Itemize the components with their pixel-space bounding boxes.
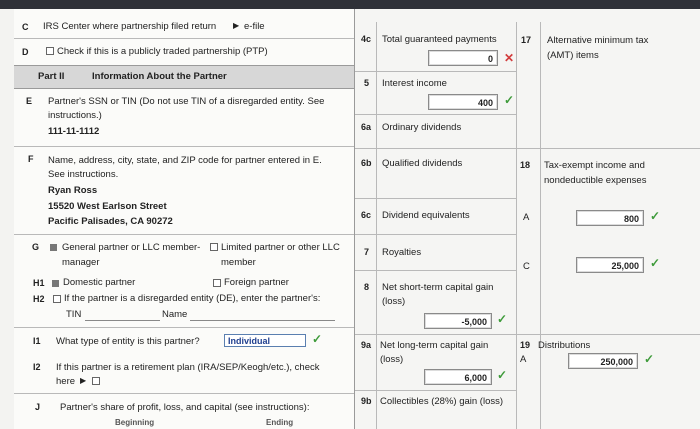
divider — [355, 114, 517, 115]
foreign-partner-label: Foreign partner — [224, 277, 289, 288]
divider — [355, 270, 517, 271]
partner-ssn-value[interactable]: 111-11-1112 — [48, 126, 100, 137]
row-h2-num: H2 — [33, 294, 45, 304]
line-5-label: Interest income — [382, 78, 447, 89]
checked-box-icon — [50, 244, 57, 251]
row-g-letter: G — [32, 242, 40, 252]
row-j-text: Partner's share of profit, loss, and capital (see instructions): — [60, 402, 310, 413]
checkbox-icon — [46, 47, 54, 55]
row-i1-text: What type of entity is this partner? — [56, 336, 200, 347]
row-i2-line2: here — [56, 376, 76, 387]
line-8-num: 8 — [364, 282, 370, 292]
row-i1-num: I1 — [33, 336, 41, 346]
line-8-line1: Net short-term capital gain — [382, 282, 494, 293]
general-partner-label-1: General partner or LLC member- — [62, 242, 201, 253]
line-6b-label: Qualified dividends — [382, 158, 463, 169]
column-divider — [540, 22, 541, 429]
line-9a-num: 9a — [361, 340, 372, 350]
line-7-num: 7 — [364, 247, 370, 257]
divider — [517, 148, 700, 149]
domestic-partner-checkbox[interactable] — [52, 278, 62, 289]
part-ii-title: Information About the Partner — [92, 71, 227, 82]
line-18-line1: Tax-exempt income and — [544, 160, 645, 171]
line-8-line2: (loss) — [382, 296, 406, 307]
line-6a-label: Ordinary dividends — [382, 122, 462, 133]
line-9a-line1: Net long-term capital gain — [380, 340, 489, 351]
check-icon: ✓ — [650, 209, 661, 223]
line-5-input[interactable]: 400 — [428, 94, 498, 110]
check-icon: ✓ — [312, 332, 323, 346]
entity-type-select[interactable]: Individual — [224, 334, 306, 347]
general-partner-checkbox[interactable] — [50, 242, 60, 253]
row-e-line1: Partner's SSN or TIN (Do not use TIN of a disregarded entity. See — [48, 96, 325, 107]
divider — [14, 234, 354, 235]
checkbox-icon — [213, 279, 221, 287]
line-17-num: 17 — [521, 35, 532, 45]
general-partner-label-2: manager — [62, 257, 100, 268]
divider — [355, 234, 517, 235]
line-19-code: A — [520, 354, 527, 365]
line-18-num: 18 — [520, 160, 531, 170]
beginning-column-header: Beginning — [115, 418, 155, 427]
divider — [355, 334, 517, 335]
check-icon: ✓ — [504, 93, 515, 107]
line-18-line2: nondeductible expenses — [544, 175, 647, 186]
column-divider — [516, 22, 517, 429]
check-icon: ✓ — [497, 368, 508, 382]
ptp-checkbox[interactable] — [46, 46, 57, 57]
check-icon: ✓ — [644, 352, 655, 366]
limited-partner-label-1: Limited partner or other LLC — [221, 242, 340, 253]
row-c-letter: C — [22, 22, 29, 32]
line-5-num: 5 — [364, 78, 370, 88]
line-9a-input[interactable]: 6,000 — [424, 369, 492, 385]
row-c-text: IRS Center where partnership filed return — [43, 21, 217, 32]
row-c-value: e-file — [244, 21, 265, 32]
line-19-label: Distributions — [538, 340, 591, 351]
row-d-letter: D — [22, 47, 29, 57]
de-tin-label: TIN — [66, 309, 82, 320]
arrow-right-icon: ▶ — [233, 21, 240, 30]
partner-name[interactable]: Ryan Ross — [48, 185, 98, 196]
error-x-icon: ✕ — [504, 51, 515, 65]
line-19-input[interactable]: 250,000 — [568, 353, 638, 369]
check-icon: ✓ — [650, 256, 661, 270]
ending-column-header: Ending — [266, 418, 294, 427]
checkbox-icon — [210, 243, 218, 251]
row-h2-text: If the partner is a disregarded entity (DE), enter the partner's: — [64, 293, 321, 304]
divider — [355, 390, 517, 391]
line-4c-input[interactable]: 0 — [428, 50, 498, 66]
row-i2-num: I2 — [33, 362, 41, 372]
line-18a-input[interactable]: 800 — [576, 210, 644, 226]
divider — [355, 71, 517, 72]
line-4c-label: Total guaranteed payments — [382, 34, 497, 45]
divider — [517, 334, 700, 335]
line-6a-num: 6a — [361, 122, 372, 132]
partner-street[interactable]: 15520 West Earlson Street — [48, 201, 167, 212]
divider — [14, 38, 354, 39]
check-icon: ✓ — [497, 312, 508, 326]
row-d-text: Check if this is a publicly traded partnership (PTP) — [57, 46, 268, 57]
line-6c-label: Dividend equivalents — [382, 210, 470, 221]
arrow-right-icon: ▶ — [80, 376, 87, 385]
line-9a-line2: (loss) — [380, 354, 404, 365]
foreign-partner-checkbox[interactable] — [213, 278, 224, 289]
row-i2-line1: If this partner is a retirement plan (IRA/SEP/Keogh/etc.), check — [56, 362, 320, 373]
row-f-letter: F — [28, 154, 34, 164]
checked-box-icon — [52, 280, 59, 287]
line-9b-label: Collectibles (28%) gain (loss) — [380, 396, 504, 407]
line-6c-num: 6c — [361, 210, 372, 220]
line-19-num: 19 — [520, 340, 531, 350]
line-18-code-a: A — [523, 212, 530, 223]
window-top-bar — [0, 0, 700, 9]
line-6b-num: 6b — [361, 158, 372, 168]
checkbox-icon — [92, 377, 100, 385]
domestic-partner-label: Domestic partner — [63, 277, 136, 288]
line-17-line2: (AMT) items — [547, 50, 599, 61]
column-divider — [376, 22, 377, 429]
row-f-line1: Name, address, city, state, and ZIP code for partner entered in E. — [48, 155, 322, 166]
line-7-label: Royalties — [382, 247, 422, 258]
de-checkbox[interactable] — [53, 294, 64, 305]
row-e-line2: instructions.) — [48, 110, 102, 121]
line-18-code-c: C — [523, 261, 530, 272]
row-e-letter: E — [26, 96, 33, 106]
checkbox-icon — [53, 295, 61, 303]
row-f-line2: See instructions. — [48, 169, 119, 180]
limited-partner-label-2: member — [221, 257, 256, 268]
part-ii-label: Part II — [38, 71, 65, 82]
divider — [14, 327, 354, 328]
de-tin-input[interactable] — [85, 320, 160, 321]
row-h1-num: H1 — [33, 278, 45, 288]
line-17-line1: Alternative minimum tax — [547, 35, 649, 46]
line-4c-num: 4c — [361, 34, 372, 44]
de-name-label: Name — [162, 309, 188, 320]
line-9b-num: 9b — [361, 396, 372, 406]
limited-partner-checkbox[interactable] — [210, 242, 221, 253]
divider — [355, 198, 517, 199]
retirement-plan-checkbox[interactable] — [92, 376, 103, 387]
line-8-input[interactable]: -5,000 — [424, 313, 492, 329]
de-name-input[interactable] — [190, 320, 335, 321]
divider — [14, 146, 354, 147]
partner-city[interactable]: Pacific Palisades, CA 90272 — [48, 216, 173, 227]
divider — [355, 148, 517, 149]
row-j-letter: J — [35, 402, 41, 412]
divider — [14, 393, 354, 394]
line-18c-input[interactable]: 25,000 — [576, 257, 644, 273]
